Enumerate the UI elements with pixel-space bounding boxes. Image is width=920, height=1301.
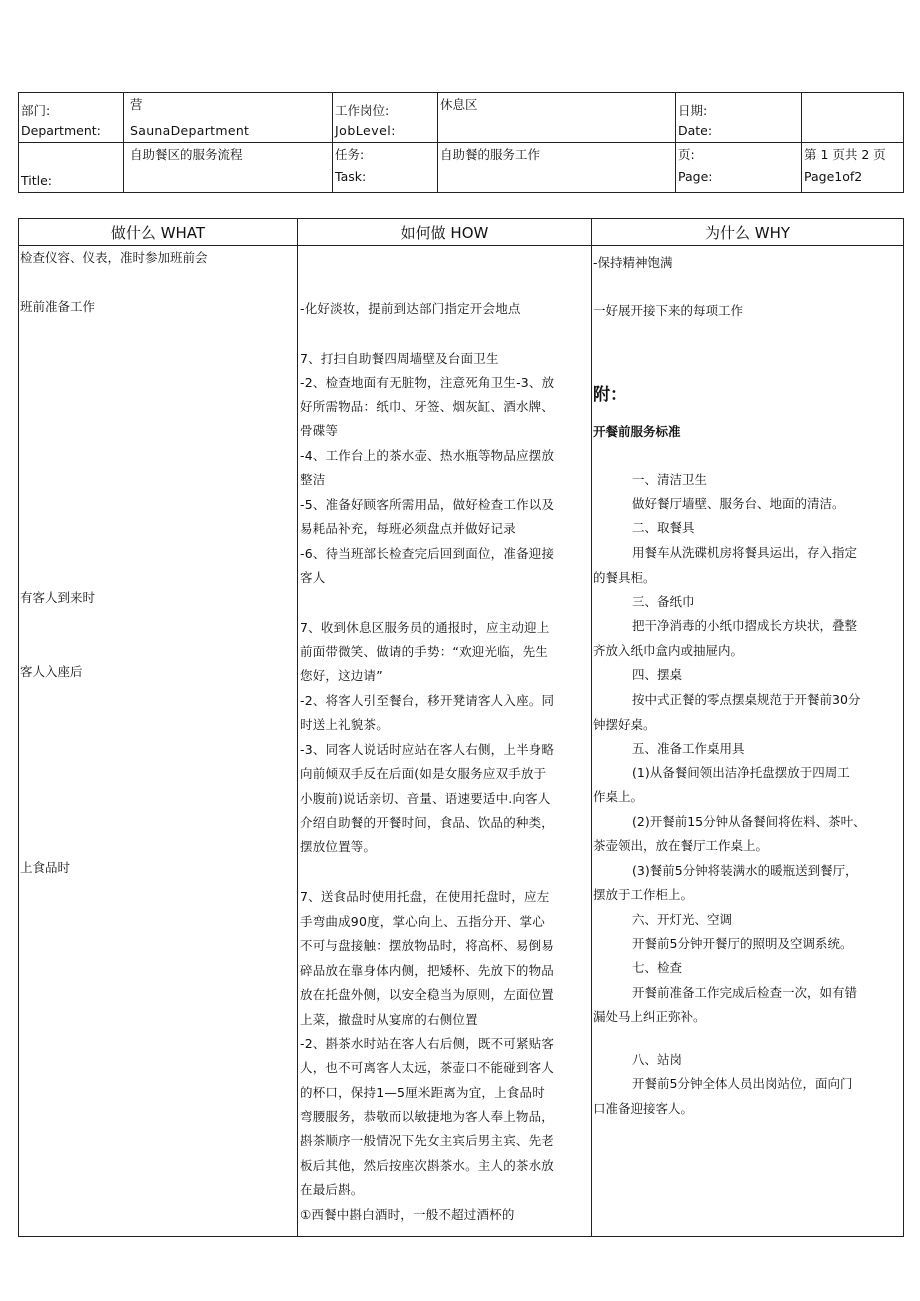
how-line: -3、同客人说话时应站在客人右侧，上半身略 <box>300 742 555 757</box>
how-line: -2、斟茶水时站在客人右后侧，既不可紧贴客 <box>300 1036 555 1051</box>
date-label: 日期: <box>678 103 708 118</box>
how-line: 易耗品补充，每班必须盘点并做好记录 <box>300 521 516 536</box>
department-value: 营 <box>130 97 143 112</box>
position-label: 工作岗位: <box>335 103 390 118</box>
what-item: 客人入座后 <box>20 664 83 679</box>
how-line: 前面带微笑、做请的手势：“欢迎光临，先生 <box>300 644 548 659</box>
procedure-table <box>18 218 904 1237</box>
what-item: 上食品时 <box>20 860 71 875</box>
why-line: 茶壶领出，放在餐厅工作桌上。 <box>593 838 769 853</box>
how-line: -4、工作台上的茶水壶、热水瓶等物品应摆放 <box>300 448 555 463</box>
why-line: 口准备迎接客人。 <box>593 1101 694 1116</box>
how-line: 您好，这边请” <box>300 668 383 683</box>
page-label-cell <box>676 143 802 193</box>
how-line: -2、检查地面有无脏物，注意死角卫生-3、放 <box>300 375 555 390</box>
why-line: (3)餐前5分钟将装满水的暖瓶送到餐厅， <box>632 863 858 878</box>
why-line: 齐放入纸巾盒内或抽屉内。 <box>593 643 744 658</box>
page-value-cell <box>802 143 904 193</box>
position-label-cell <box>333 93 438 143</box>
why-line: 做好餐厅墙壁、服务台、地面的清洁。 <box>632 496 845 511</box>
why-column <box>592 246 904 1237</box>
date-label-en: Date: <box>678 123 713 138</box>
why-line: 开餐前服务标准 <box>593 424 681 439</box>
why-line: 钟摆好桌。 <box>593 717 656 732</box>
how-line: 放在托盘外侧，以安全稳当为原则，左面位置 <box>300 987 555 1002</box>
what-item: 有客人到来时 <box>20 590 96 605</box>
page-label-en: Page: <box>678 169 713 184</box>
what-column <box>19 246 298 1237</box>
position-value: 休息区 <box>440 97 478 112</box>
why-line: -保持精神饱满 <box>593 255 673 270</box>
how-line: 上菜，撤盘时从宴席的右侧位置 <box>300 1012 478 1027</box>
page-value-en: Page1of2 <box>804 169 863 184</box>
why-line: 附： <box>593 385 627 405</box>
task-value: 自助餐的服务工作 <box>440 147 541 162</box>
why-line: 七、检查 <box>632 960 683 975</box>
why-line: (1)从备餐间领出洁净托盘摆放于四周工 <box>632 765 850 780</box>
how-line: -6、待当班部长检查完后回到面位，准备迎接 <box>300 546 555 561</box>
why-line: 开餐前5分钟全体人员出岗站位，面向门 <box>632 1076 853 1091</box>
why-line: 四、摆桌 <box>632 667 683 682</box>
why-line: (2)开餐前15分钟从备餐间将佐料、茶叶、 <box>632 814 866 829</box>
column-why-header: 为什么 WHY <box>592 219 904 246</box>
department-label: 部门: <box>21 103 51 118</box>
title-label-cell <box>19 143 124 193</box>
how-line: 介绍自助餐的开餐时间，食品、饮品的种类， <box>300 815 555 830</box>
why-line: 把干净消毒的小纸巾摺成长方块状，叠整 <box>632 618 858 633</box>
how-line: 弯腰服务，恭敬而以敏捷地为客人奉上物品， <box>300 1109 555 1124</box>
how-line: -2、将客人引至餐台，移开凳请客人入座。同 <box>300 693 555 708</box>
position-value-cell <box>438 93 676 143</box>
how-line: 7、送食品时使用托盘，在使用托盘时，应左 <box>300 889 550 904</box>
how-line: 斟茶顺序一般情况下先女主宾后男主宾、先老 <box>300 1133 555 1148</box>
page-value: 第 1 页共 2 页 <box>804 147 886 162</box>
how-line: 时送上礼貌茶。 <box>300 717 389 732</box>
why-line: 二、取餐具 <box>632 520 695 535</box>
why-line: 漏处马上纠正弥补。 <box>593 1009 706 1024</box>
why-line: 的餐具柜。 <box>593 570 656 585</box>
header-table <box>18 92 904 193</box>
date-label-cell <box>676 93 802 143</box>
why-line: 作桌上。 <box>593 789 644 804</box>
how-line: -5、准备好顾客所需用品，做好检查工作以及 <box>300 497 555 512</box>
task-label-en: Task: <box>335 169 367 184</box>
how-line: 摆放位置等。 <box>300 839 377 854</box>
title-label-en: Title: <box>21 173 52 188</box>
department-value-en: SaunaDepartment <box>130 123 250 138</box>
how-line: 在最后斟。 <box>300 1182 364 1197</box>
how-line: 手弯曲成90度，掌心向上、五指分开、掌心 <box>300 914 545 929</box>
how-line: 好所需物品：纸巾、牙签、烟灰缸、酒水牌、 <box>300 399 555 414</box>
task-label-cell <box>333 143 438 193</box>
task-value-cell <box>438 143 676 193</box>
how-line: 不可与盘接触：摆放物品时，将高杯、易倒易 <box>300 938 555 953</box>
how-line: 向前倾双手反在后面(如是女服务应双手放于 <box>300 766 547 781</box>
column-what-header: 做什么 WHAT <box>19 219 298 246</box>
how-column <box>298 246 592 1237</box>
department-label-en: Department: <box>21 123 101 138</box>
why-line: 按中式正餐的零点摆桌规范于开餐前30分 <box>632 692 861 707</box>
date-value-cell <box>802 93 904 143</box>
why-line: 开餐前5分钟开餐厅的照明及空调系统。 <box>632 936 853 951</box>
department-label-cell <box>19 93 124 143</box>
how-line: 骨碟等 <box>300 423 339 438</box>
position-label-en: JobLevel: <box>335 123 396 138</box>
why-line: 摆放于工作柜上。 <box>593 887 694 902</box>
how-line: 碎品放在靠身体内侧，把矮杯、先放下的物品 <box>300 963 555 978</box>
how-line: ①西餐中斟白酒时，一般不超过酒杯的 <box>300 1207 515 1222</box>
title-value-cell <box>124 143 333 193</box>
why-line: 开餐前准备工作完成后检查一次，如有错 <box>632 985 858 1000</box>
how-line: 小腹前)说话亲切、音量、语速要适中.向客人 <box>300 791 551 806</box>
how-line: 板后其他，然后按座次斟茶水。主人的茶水放 <box>300 1158 555 1173</box>
why-line: 八、站岗 <box>632 1052 683 1067</box>
why-line: 五、准备工作桌用具 <box>632 741 745 756</box>
how-line: 7、收到休息区服务员的通报时，应主动迎上 <box>300 620 550 635</box>
why-line: 三、备纸巾 <box>632 594 695 609</box>
how-line: 7、打扫自助餐四周墙壁及台面卫生 <box>300 351 499 366</box>
how-line: 的杯口，保持1—5厘米距离为宜，上食品时 <box>300 1085 545 1100</box>
department-value-cell <box>124 93 333 143</box>
task-label: 任务: <box>335 147 365 162</box>
how-line: 人，也不可离客人太远，茶壶口不能碰到客人 <box>300 1060 555 1075</box>
how-line: 整洁 <box>300 472 326 487</box>
why-line: 用餐车从洗碟机房将餐具运出，存入指定 <box>632 545 858 560</box>
why-line: 六、开灯光、空调 <box>632 912 733 927</box>
what-item: 班前准备工作 <box>20 299 96 314</box>
why-line: 一好展开接下来的每项工作 <box>593 303 744 318</box>
title-value: 自助餐区的服务流程 <box>130 147 243 162</box>
why-line: 一、清洁卫生 <box>632 472 708 487</box>
page-label: 页: <box>678 147 695 162</box>
how-line: 客人 <box>300 570 326 585</box>
column-how-header: 如何做 HOW <box>298 219 592 246</box>
how-line: -化好淡妆，提前到达部门指定开会地点 <box>300 301 521 316</box>
what-item: 检查仪容、仪表，准时参加班前会 <box>20 250 208 265</box>
